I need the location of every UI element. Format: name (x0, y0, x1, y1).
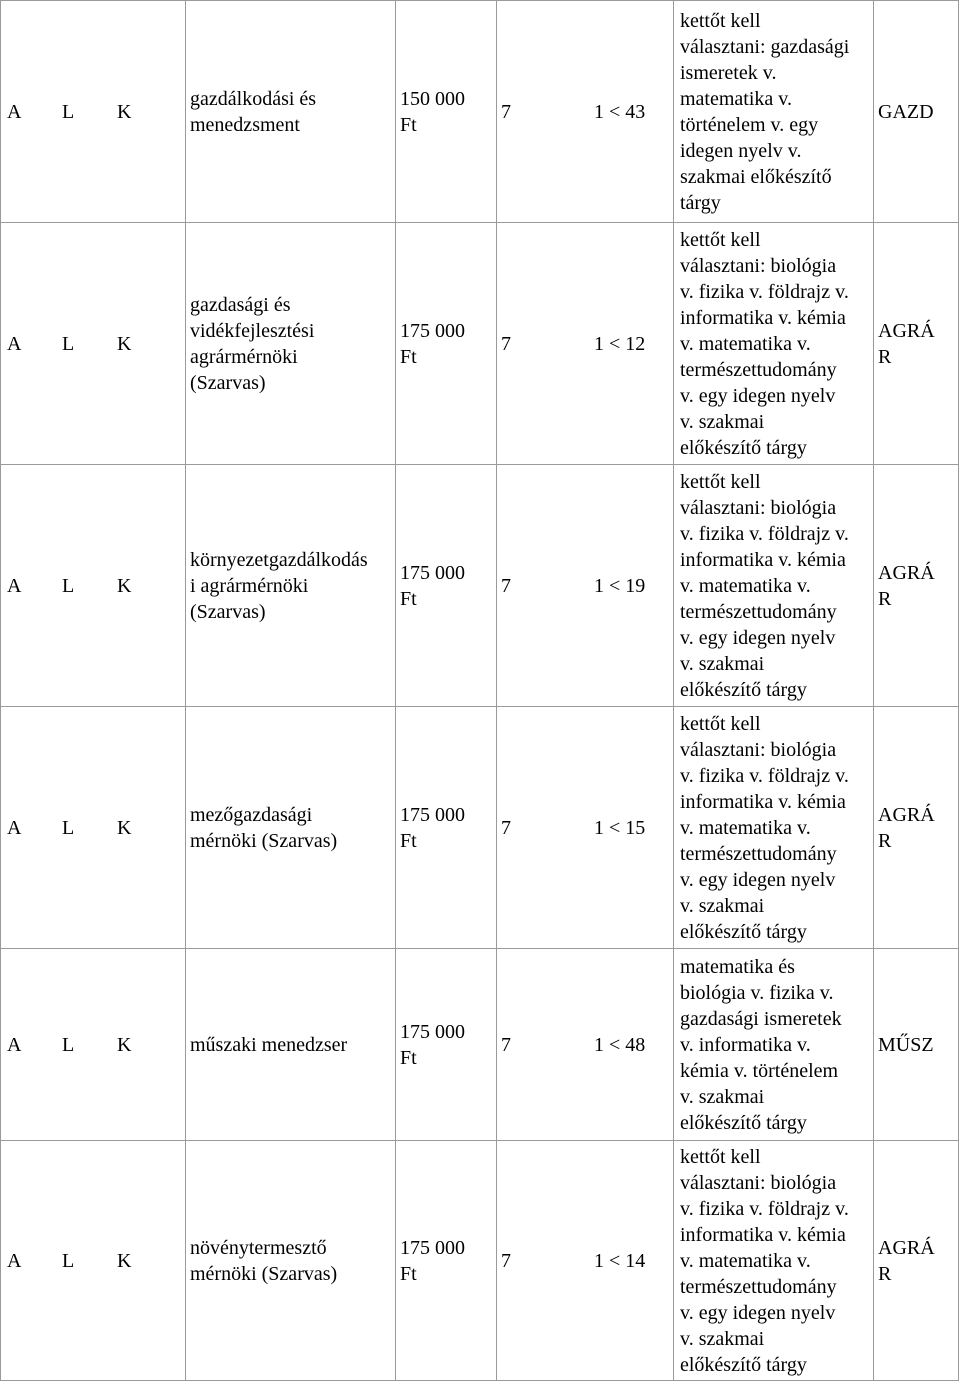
table-row (1, 949, 959, 1141)
forms-cell (1, 223, 186, 465)
form-code: L (62, 1033, 75, 1056)
program-code: GAZD (874, 1, 959, 223)
forms-cell (1, 949, 186, 1141)
term-value: 7 (501, 574, 511, 597)
term-threshold-cell (497, 465, 674, 707)
required-subjects: kettőt kell választani: biológia v. fizika v. földrajz v. informatika v. kémia v. matematika v. természettudomány v. egy idegen nyelv v. szakmai előkészítő tárgy (674, 1141, 874, 1381)
term-threshold-cell (497, 707, 674, 949)
required-subjects: kettőt kell választani: biológia v. fizika v. földrajz v. informatika v. kémia v. matematika v. természettudomány v. egy idegen nyelv v. szakmai előkészítő tárgy (674, 465, 874, 707)
table-row (1, 707, 959, 949)
tuition-fee: 175 000 Ft (396, 707, 497, 949)
form-code: L (62, 100, 75, 123)
threshold-value: 1 < 15 (594, 816, 646, 839)
form-code: A (7, 1249, 22, 1272)
program-code: AGRÁ R (874, 465, 959, 707)
form-code: A (7, 332, 22, 355)
program-code: AGRÁ R (874, 223, 959, 465)
program-code: AGRÁ R (874, 707, 959, 949)
program-name: környezetgazdálkodás i agrármérnöki (Szarvas) (186, 465, 396, 707)
term-value: 7 (501, 1249, 511, 1272)
term-value: 7 (501, 332, 511, 355)
required-subjects: kettőt kell választani: gazdasági ismeretek v. matematika v. történelem v. egy idegen nyelv v. szakmai előkészítő tárgy (674, 1, 874, 223)
form-code: L (62, 1249, 75, 1272)
term-value: 7 (501, 1033, 511, 1056)
program-name: növénytermesztő mérnöki (Szarvas) (186, 1141, 396, 1381)
form-code: A (7, 100, 22, 123)
table-row (1, 223, 959, 465)
term-threshold-cell (497, 1141, 674, 1381)
program-code: AGRÁ R (874, 1141, 959, 1381)
forms-cell (1, 465, 186, 707)
form-code: L (62, 574, 75, 597)
term-value: 7 (501, 816, 511, 839)
form-code: A (7, 816, 22, 839)
term-threshold-cell (497, 949, 674, 1141)
tuition-fee: 175 000 Ft (396, 949, 497, 1141)
program-code: MŰSZ (874, 949, 959, 1141)
program-name: műszaki menedzser (186, 949, 396, 1141)
form-code: K (117, 1033, 132, 1056)
program-name: gazdasági és vidékfejlesztési agrármérnöki (Szarvas) (186, 223, 396, 465)
form-code: A (7, 1033, 22, 1056)
tuition-fee: 175 000 Ft (396, 223, 497, 465)
term-threshold-cell (497, 1, 674, 223)
program-name: gazdálkodási és menedzsment (186, 1, 396, 223)
threshold-value: 1 < 14 (594, 1249, 646, 1272)
program-name: mezőgazdasági mérnöki (Szarvas) (186, 707, 396, 949)
table-row (1, 465, 959, 707)
table-body (1, 1, 959, 1381)
forms-cell (1, 1, 186, 223)
form-code: K (117, 1249, 132, 1272)
table-row (1, 1, 959, 223)
threshold-value: 1 < 48 (594, 1033, 646, 1056)
table-row (1, 1141, 959, 1381)
forms-cell (1, 1141, 186, 1381)
form-code: K (117, 816, 132, 839)
tuition-fee: 175 000 Ft (396, 465, 497, 707)
form-code: L (62, 816, 75, 839)
form-code: K (117, 574, 132, 597)
threshold-value: 1 < 12 (594, 332, 646, 355)
threshold-value: 1 < 19 (594, 574, 646, 597)
threshold-value: 1 < 43 (594, 100, 646, 123)
term-threshold-cell (497, 223, 674, 465)
required-subjects: matematika és biológia v. fizika v. gazdasági ismeretek v. informatika v. kémia v. történelem v. szakmai előkészítő tárgy (674, 949, 874, 1141)
form-code: L (62, 332, 75, 355)
form-code: K (117, 332, 132, 355)
form-code: K (117, 100, 132, 123)
term-value: 7 (501, 100, 511, 123)
required-subjects: kettőt kell választani: biológia v. fizika v. földrajz v. informatika v. kémia v. matematika v. természettudomány v. egy idegen nyelv v. szakmai előkészítő tárgy (674, 223, 874, 465)
forms-cell (1, 707, 186, 949)
tuition-fee: 150 000 Ft (396, 1, 497, 223)
form-code: A (7, 574, 22, 597)
tuition-fee: 175 000 Ft (396, 1141, 497, 1381)
required-subjects: kettőt kell választani: biológia v. fizika v. földrajz v. informatika v. kémia v. matematika v. természettudomány v. egy idegen nyelv v. szakmai előkészítő tárgy (674, 707, 874, 949)
